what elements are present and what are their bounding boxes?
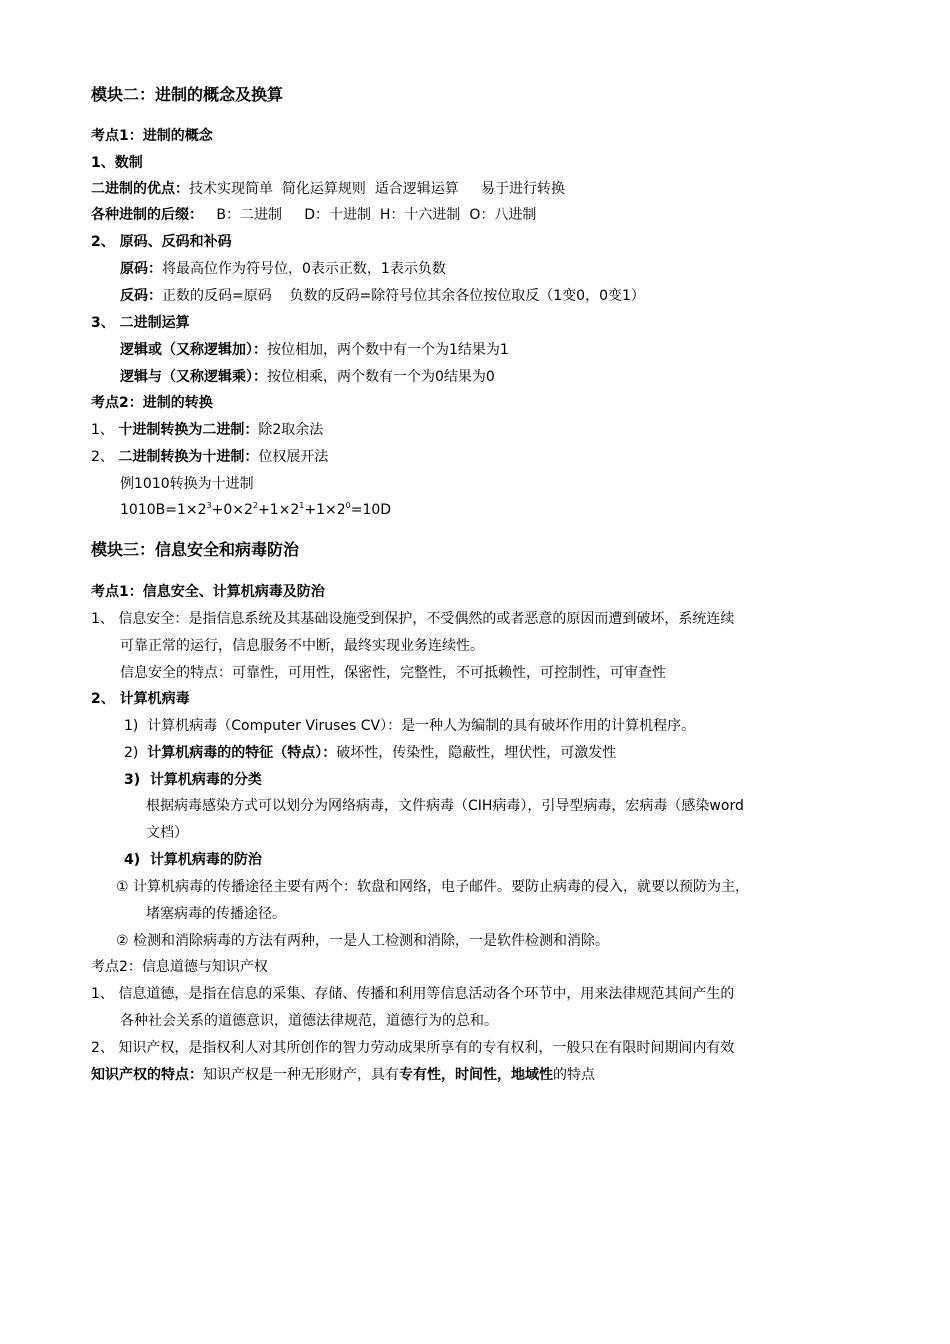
info-ethics-line-2: 各种社会关系的道德意识，道德法律规范，道德行为的总和。 <box>120 1013 498 1029</box>
prevention-item-1-line-2: 堵塞病毒的传播途径。 <box>146 906 286 922</box>
formula-part: +0×2 <box>211 502 253 518</box>
virus-features-number: 2) <box>124 745 148 761</box>
module3-point1-heading: 考点1：信息安全、计算机病毒及防治 <box>91 584 325 600</box>
true-code-text: 将最高位作为符号位，0表示正数，1表示负数 <box>162 261 446 277</box>
bin-to-dec-text: 位权展开法 <box>258 449 329 465</box>
numeral-system-heading: 1、数制 <box>91 155 143 171</box>
conversion-formula <box>120 501 391 519</box>
dec-to-bin-text: 除2取余法 <box>258 422 324 438</box>
base-suffix-text: B：二进制 D：十进制 H：十六进制 O：八进制 <box>203 207 537 223</box>
ones-complement-line <box>120 287 645 305</box>
info-security-line-2: 可靠正常的运行，信息服务不中断，最终实现业务连续性。 <box>120 638 484 654</box>
ip-features-label: 知识产权的特点： <box>91 1067 203 1083</box>
base-suffix-label: 各种进制的后缀： <box>91 207 203 223</box>
ip-definition-line: 2、 知识产权，是指权利人对其所创作的智力劳动成果所享有的专有权利，一般只在有限时间期间内有效 <box>91 1040 735 1056</box>
virus-features-line <box>124 744 616 762</box>
virus-features-label: 计算机病毒的的特征（特点）： <box>147 745 337 761</box>
info-security-line-1: 1、 信息安全：是指信息系统及其基础设施受到保护，不受偶然的或者恶意的原因而遭到破坏，系统连续 <box>91 611 735 627</box>
module2-point1-heading: 考点1：进制的概念 <box>91 128 213 144</box>
ip-features-text-1: 知识产权是一种无形财产，具有 <box>203 1067 399 1083</box>
logical-or-label: 逻辑或（又称逻辑加）： <box>120 342 267 358</box>
virus-heading: 2、 计算机病毒 <box>91 691 190 707</box>
formula-part: 1010B=1×2 <box>120 502 207 518</box>
module3-title: 模块三：信息安全和病毒防治 <box>91 540 300 559</box>
codes-heading: 2、 原码、反码和补码 <box>91 234 232 250</box>
formula-exponent: 2 <box>252 501 258 510</box>
bin-to-dec-line <box>91 448 328 466</box>
formula-exponent: 3 <box>206 501 212 510</box>
binary-advantages-line <box>91 180 565 198</box>
formula-part: +1×2 <box>257 502 300 518</box>
formula-part: +1×2 <box>304 502 346 518</box>
dec-to-bin-label: 十进制转换为二进制： <box>118 422 259 438</box>
true-code-line <box>120 260 446 278</box>
bin-to-dec-number: 2、 <box>91 449 119 465</box>
dec-to-bin-number: 1、 <box>91 422 119 438</box>
logical-and-label: 逻辑与（又称逻辑乘）： <box>120 369 267 385</box>
dec-to-bin-line <box>91 421 323 439</box>
logical-or-text: 按位相加，两个数中有一个为1结果为1 <box>267 342 509 358</box>
prevention-item-2: ② 检测和消除病毒的方法有两种，一是人工检测和消除，一是软件检测和消除。 <box>116 933 609 949</box>
ip-features-line <box>91 1066 595 1084</box>
true-code-label: 原码： <box>120 261 162 277</box>
ones-complement-label: 反码： <box>120 288 162 304</box>
virus-definition-text: 计算机病毒（Computer Viruses CV）：是一种人为编制的具有破坏作用的计算机程序。 <box>147 718 696 734</box>
example-text: 例1010转换为十进制 <box>120 476 254 492</box>
virus-definition-number: 1) <box>124 718 148 734</box>
ip-features-text-2: 的特点 <box>553 1067 595 1083</box>
logical-or-line <box>120 341 509 359</box>
logical-and-line <box>120 368 495 386</box>
module3-point2-heading: 考点2：信息道德与知识产权 <box>91 959 268 975</box>
logical-and-text: 按位相乘，两个数有一个为0结果为0 <box>267 369 495 385</box>
binary-operations-heading: 3、 二进制运算 <box>91 315 190 331</box>
ones-complement-text: 正数的反码=原码 负数的反码=除符号位其余各位按位取反（1变0，0变1） <box>162 288 645 304</box>
virus-classification-line-1: 根据病毒感染方式可以划分为网络病毒，文件病毒（CIH病毒），引导型病毒，宏病毒（感染word <box>146 798 744 814</box>
binary-advantages-label: 二进制的优点： <box>91 181 189 197</box>
virus-prevention-heading: 4) 计算机病毒的防治 <box>124 852 262 868</box>
ip-features-bold: 专有性，时间性，地域性 <box>399 1067 553 1083</box>
virus-definition-line <box>124 717 695 735</box>
virus-features-text: 破坏性，传染性，隐蔽性，埋伏性，可激发性 <box>336 745 617 761</box>
module2-title: 模块二：进制的概念及换算 <box>91 85 284 104</box>
formula-exponent: 0 <box>345 501 351 510</box>
info-ethics-line-1: 1、 信息道德，是指在信息的采集、存储、传播和利用等信息活动各个环节中，用来法律规范其间产生的 <box>91 986 735 1002</box>
virus-classification-heading: 3) 计算机病毒的分类 <box>124 772 262 788</box>
info-security-features: 信息安全的特点：可靠性，可用性，保密性，完整性，不可抵赖性，可控制性，可审查性 <box>120 665 666 681</box>
bin-to-dec-label: 二进制转换为十进制： <box>118 449 259 465</box>
binary-advantages-text: 技术实现简单 简化运算规则 适合逻辑运算 易于进行转换 <box>189 181 566 197</box>
virus-classification-line-2: 文档） <box>146 825 188 841</box>
prevention-item-1-line-1: ① 计算机病毒的传播途径主要有两个：软盘和网络，电子邮件。要防止病毒的侵入，就要以预防为主， <box>116 879 749 895</box>
formula-exponent: 1 <box>299 501 305 510</box>
base-suffix-line <box>91 206 536 224</box>
formula-part: =10D <box>350 502 392 518</box>
module2-point2-heading: 考点2：进制的转换 <box>91 395 213 411</box>
